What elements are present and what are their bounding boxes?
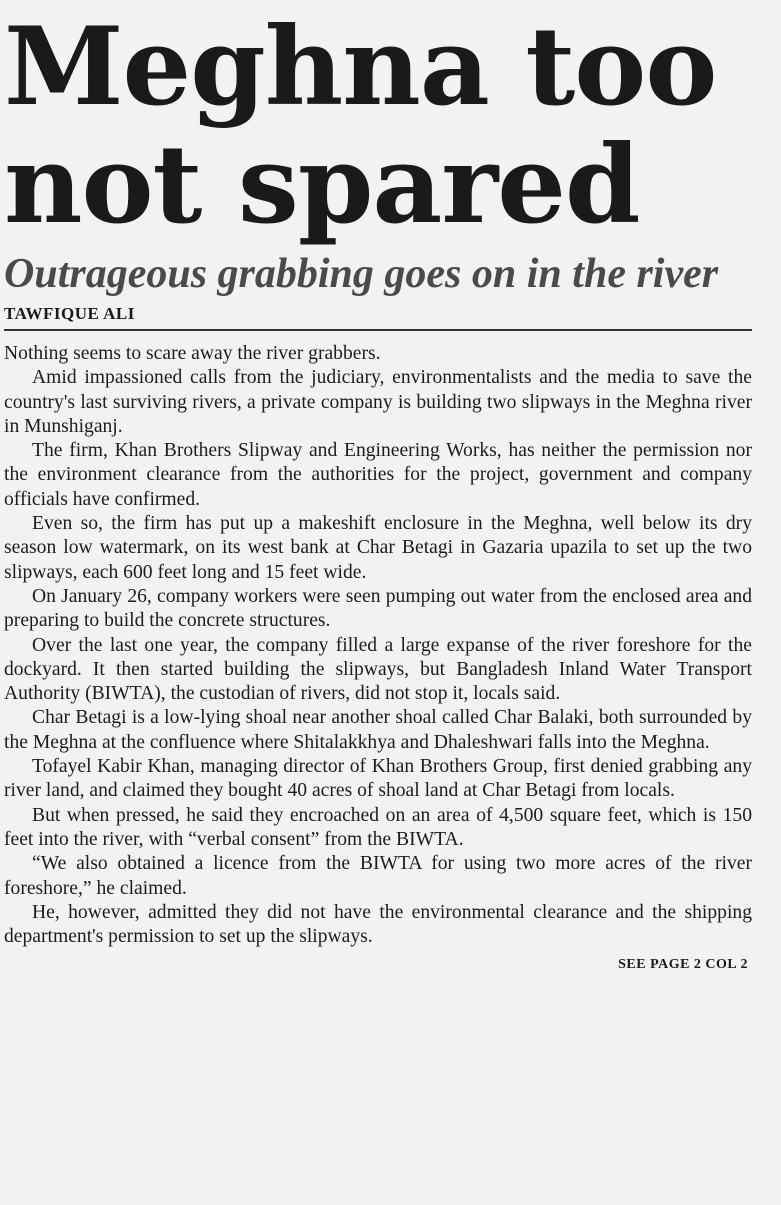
continuation-note: SEE PAGE 2 COL 2 (618, 957, 748, 973)
paragraph: Even so, the firm has put up a makeshift enclosure in the Meghna, well below its dry season low watermark, on its west bank at Char Betagi in Gazaria upazila to set up the two slipways, each 600 feet long and 15 feet wide. (4, 513, 752, 583)
paragraph: Amid impassioned calls from the judiciary, environmentalists and the media to save the country's last surviving rivers, a private company is building two slipways in the Meghna river in Munshiganj. (4, 367, 752, 437)
article-body (4, 342, 752, 949)
headline-line-2: not spared (4, 122, 640, 248)
paragraph: Tofayel Kabir Khan, managing director of Khan Brothers Group, first denied grabbing any river land, and claimed they bought 40 acres of shoal land at Char Betagi from locals. (4, 756, 752, 802)
byline-divider (4, 329, 752, 331)
headline-line-1: Meghna too (4, 4, 717, 130)
paragraph: But when pressed, he said they encroached on an area of 4,500 square feet, which is 150 feet into the river, with “verbal consent” from the BIWTA. (4, 804, 752, 850)
paragraph: Nothing seems to scare away the river grabbers. (4, 343, 381, 364)
headline (4, 4, 752, 248)
paragraph: “We also obtained a licence from the BIWTA for using two more acres of the river foreshore,” he claimed. (4, 853, 752, 899)
paragraph: Over the last one year, the company filled a large expanse of the river foreshore for the dockyard. It then started building the slipways, but Bangladesh Inland Water Transport Authority (BIWTA), the custodian of rivers, did not stop it, locals said. (4, 634, 752, 705)
paragraph: The firm, Khan Brothers Slipway and Engineering Works, has neither the permission nor the environment clearance from the authorities for the project, government and company officials have confirmed. (4, 440, 752, 510)
paragraph: On January 26, company workers were seen pumping out water from the enclosed area and preparing to build the concrete structures. (4, 585, 752, 632)
paragraph: He, however, admitted they did not have the environmental clearance and the shipping department's permission to set up the slipways. (4, 901, 752, 948)
news-article (4, 4, 752, 973)
subheadline: Outrageous grabbing goes on in the river (4, 251, 719, 297)
byline: TAWFIQUE ALI (4, 304, 135, 323)
paragraph: Char Betagi is a low-lying shoal near another shoal called Char Balaki, both surrounded by the Meghna at the confluence where Shitalakkhya and Dhaleshwari falls into the Meghna. (4, 707, 752, 753)
